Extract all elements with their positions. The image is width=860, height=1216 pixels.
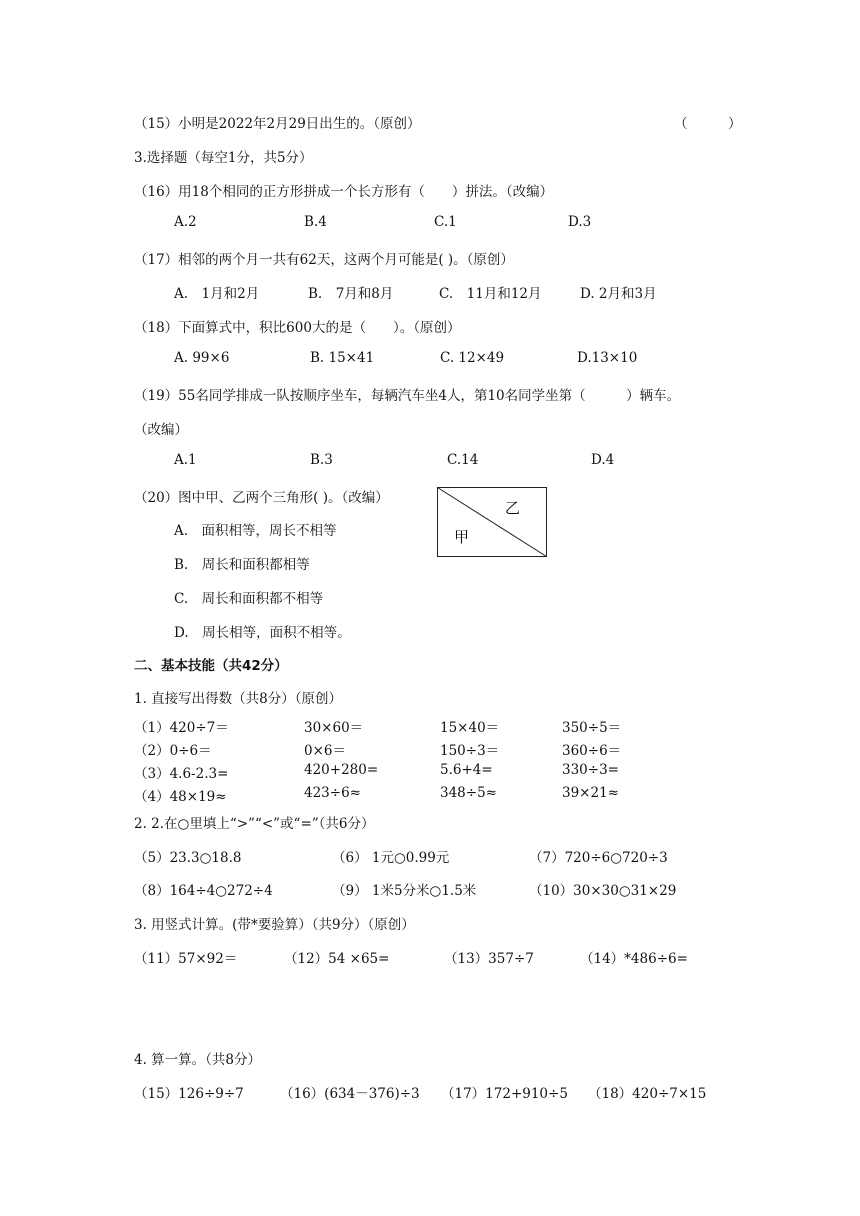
q18-text: （18）下面算式中，积比600大的是（ ）。（原创） [134,320,461,336]
s1-r1c3: 15×40＝ [440,720,500,736]
q16-text: （16）用18个相同的正方形拼成一个长方形有（ ）拼法。（改编） [134,184,554,200]
s1-r1c4: 350÷5＝ [562,720,622,736]
q17-option-c: C. 11月和12月 [439,286,542,302]
part-2-title: 二、基本技能（共42分） [134,658,288,674]
s2-title: 2. 2.在○里填上“>”“<”或“=”（共6分） [134,816,375,832]
q16-option-c: C.1 [434,214,457,230]
q16-option-d: D.3 [568,214,592,230]
q17-option-a: A. 1月和2月 [174,286,260,302]
s1-r4c4: 39×21≈ [562,785,619,801]
q20-option-c: C. 周长和面积都不相等 [174,591,324,607]
s3-title: 3. 用竖式计算。(带*要验算）（共9分）（原创） [134,917,415,933]
q15-text: （15）小明是2022年2月29日出生的。（原创） [134,116,421,132]
q20-text: （20）图中甲、乙两个三角形( )。（改编） [134,490,389,506]
s1-r2c4: 360÷6＝ [562,743,622,759]
label-yi: 乙 [505,499,521,517]
q18-option-a: A. 99×6 [174,350,230,366]
s4-item-17: （17）172+910÷5 [441,1086,568,1102]
section-3-title: 3.选择题（每空1分，共5分） [134,150,313,166]
s2-r1c1: （5）23.3○18.8 [134,850,242,866]
s1-r1c1: （1）420÷7＝ [134,720,229,736]
s1-r3c1: （3）4.6-2.3= [134,766,229,782]
s2-r1c3: （7）720÷6○720÷3 [529,850,668,866]
s3-item-13: （13）357÷7 [444,951,534,967]
q18-option-d: D.13×10 [577,350,638,366]
s2-r2c3: （10）30×30○31×29 [529,883,677,899]
q17-option-d: D. 2月和3月 [580,286,657,302]
label-jia: 甲 [454,528,470,546]
s1-r4c1: （4）48×19≈ [134,789,227,805]
q16-option-a: A.2 [174,214,197,230]
q20-option-b: B. 周长和面积都相等 [174,557,310,573]
q20-option-d: D. 周长相等，面积不相等。 [174,625,351,641]
s1-r2c2: 0×6＝ [304,743,346,759]
s1-title: 1. 直接写出得数（共8分）（原创） [134,691,343,707]
s2-r1c2: （6） 1元○0.99元 [332,850,450,866]
s2-r2c2: （9） 1米5分米○1.5米 [332,883,477,899]
triangle-figure [437,487,547,557]
q20-option-a: A. 面积相等，周长不相等 [174,523,337,539]
s1-r2c3: 150÷3＝ [440,743,500,759]
s1-r3c2: 420+280= [304,762,379,778]
q15-answer-blank: （ ） [674,116,742,132]
q17-option-b: B. 7月和8月 [308,286,394,302]
s1-r3c4: 330÷3= [562,762,619,778]
q16-option-b: B.4 [304,214,327,230]
q19-option-c: C.14 [447,452,479,468]
q19-option-b: B.3 [310,452,333,468]
q19-text-continued: （改编） [134,422,188,438]
s4-item-15: （15）126÷9÷7 [134,1086,244,1102]
q19-option-d: D.4 [591,452,615,468]
s1-r3c3: 5.6+4= [440,762,493,778]
q19-text: （19）55名同学排成一队按顺序坐车，每辆汽车坐4人，第10名同学坐第（ ）辆车。 [134,388,681,404]
q18-option-b: B. 15×41 [310,350,375,366]
s1-r4c2: 423÷6≈ [304,785,361,801]
s3-item-14: （14）*486÷6= [580,951,688,967]
s1-r4c3: 348÷5≈ [440,785,497,801]
s4-item-16: （16）(634－376)÷3 [280,1086,420,1102]
s1-r2c1: （2）0÷6＝ [134,743,212,759]
q17-text: （17）相邻的两个月一共有62天，这两个月可能是( )。（原创） [134,252,514,268]
s3-item-12: （12）54 ×65= [284,951,390,967]
s4-item-18: （18）420÷7×15 [588,1086,707,1102]
s2-r2c1: （8）164÷4○272÷4 [134,883,273,899]
s4-title: 4. 算一算。（共8分） [134,1052,262,1068]
s3-item-11: （11）57×92＝ [134,951,238,967]
q19-option-a: A.1 [174,452,197,468]
q18-option-c: C. 12×49 [440,350,505,366]
s1-r1c2: 30×60＝ [304,720,364,736]
